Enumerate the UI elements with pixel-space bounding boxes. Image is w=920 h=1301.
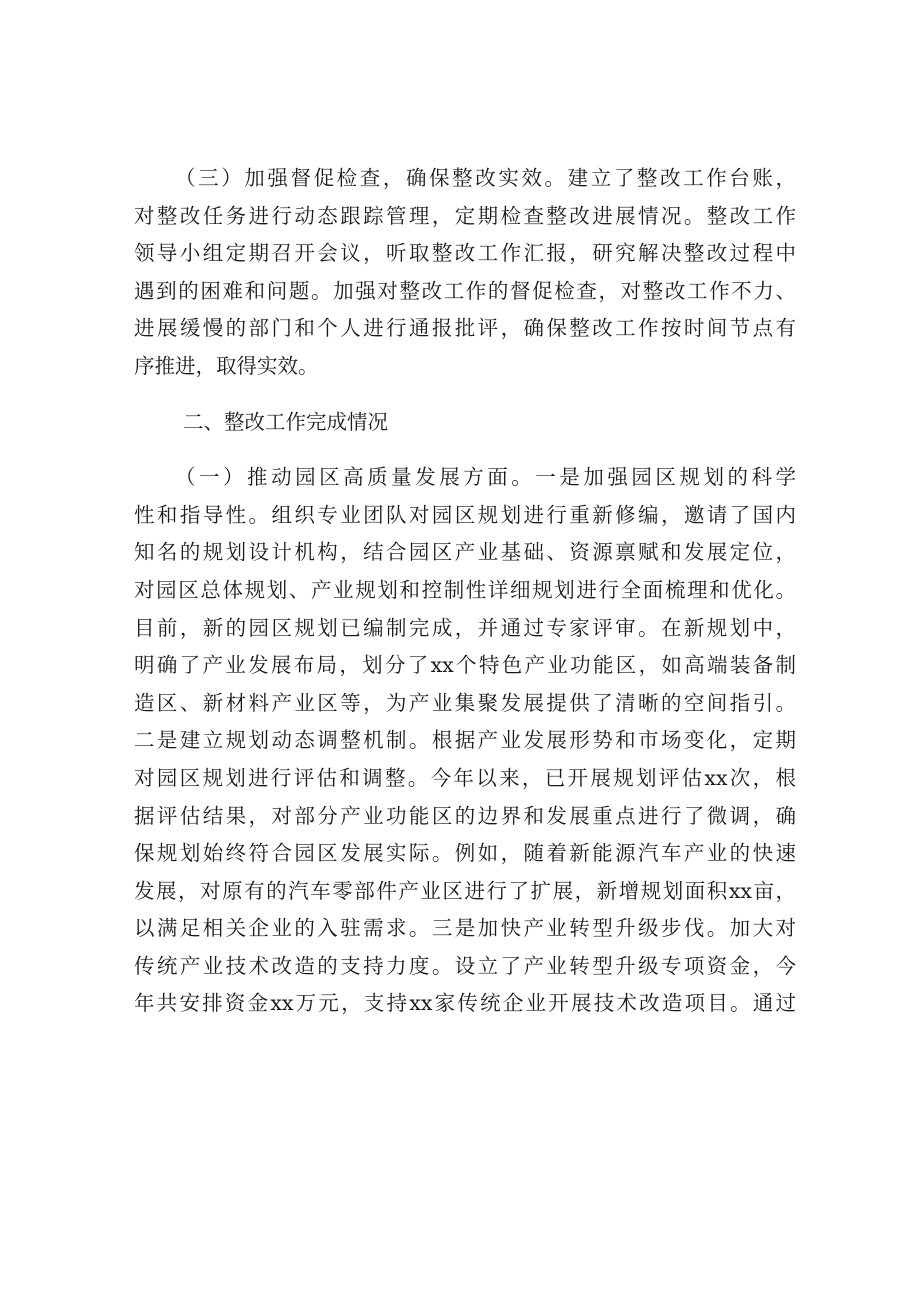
paragraph-line: 序推进，取得实效。: [134, 353, 319, 378]
paragraph-line: 目前，新的园区规划已编制完成，并通过专家评审。在新规划中，: [134, 615, 796, 640]
paragraph-supervision: [134, 160, 796, 386]
paragraph-line: 知名的规划设计机构，结合园区产业基础、资源禀赋和发展定位，: [134, 540, 796, 565]
paragraph-line: 对园区总体规划、产业规划和控制性详细规划进行全面梳理和优化。: [134, 577, 796, 602]
section-heading: 二、整改工作完成情况: [183, 409, 388, 434]
paragraph-spacer: [134, 386, 796, 404]
paragraph-line: 二是建立规划动态调整机制。根据产业发展形势和市场变化，定期: [134, 728, 796, 753]
paragraph-line: 进展缓慢的部门和个人进行通报批评，确保整改工作按时间节点有: [134, 316, 796, 341]
paragraph-line: 对园区规划进行评估和调整。今年以来，已开展规划评估xx次，根: [134, 765, 796, 790]
paragraph-line: 对整改任务进行动态跟踪管理，定期检查整改进展情况。整改工作: [134, 203, 796, 228]
paragraph-line: 传统产业技术改造的支持力度。设立了产业转型升级专项资金，今: [134, 953, 796, 978]
paragraph-line: （一）推动园区高质量发展方面。一是加强园区规划的科学: [175, 465, 796, 490]
paragraph-line: 以满足相关企业的入驻需求。三是加快产业转型升级步伐。加大对: [134, 916, 796, 941]
paragraph-line: 造区、新材料产业区等，为产业集聚发展提供了清晰的空间指引。: [134, 690, 796, 715]
paragraph-park-development: [134, 459, 796, 1023]
paragraph-line: 明确了产业发展布局，划分了xx个特色产业功能区，如高端装备制: [134, 653, 796, 678]
document-body: [134, 160, 796, 1023]
paragraph-line: （三）加强督促检查，确保整改实效。建立了整改工作台账，: [175, 166, 796, 190]
paragraph-line: 发展，对原有的汽车零部件产业区进行了扩展，新增规划面积xx亩，: [134, 878, 796, 903]
paragraph-line: 保规划始终符合园区发展实际。例如，随着新能源汽车产业的快速: [134, 841, 796, 866]
paragraph-line: 遇到的困难和问题。加强对整改工作的督促检查，对整改工作不力、: [134, 278, 796, 303]
paragraph-line: 年共安排资金xx万元，支持xx家传统企业开展技术改造项目。通过: [134, 991, 796, 1016]
paragraph-line: 性和指导性。组织专业团队对园区规划进行重新修编，邀请了国内: [134, 502, 796, 527]
paragraph-spacer: [134, 441, 796, 459]
paragraph-line: 据评估结果，对部分产业功能区的边界和发展重点进行了微调，确: [134, 803, 796, 828]
paragraph-line: 领导小组定期召开会议，听取整改工作汇报，研究解决整改过程中: [134, 241, 796, 266]
